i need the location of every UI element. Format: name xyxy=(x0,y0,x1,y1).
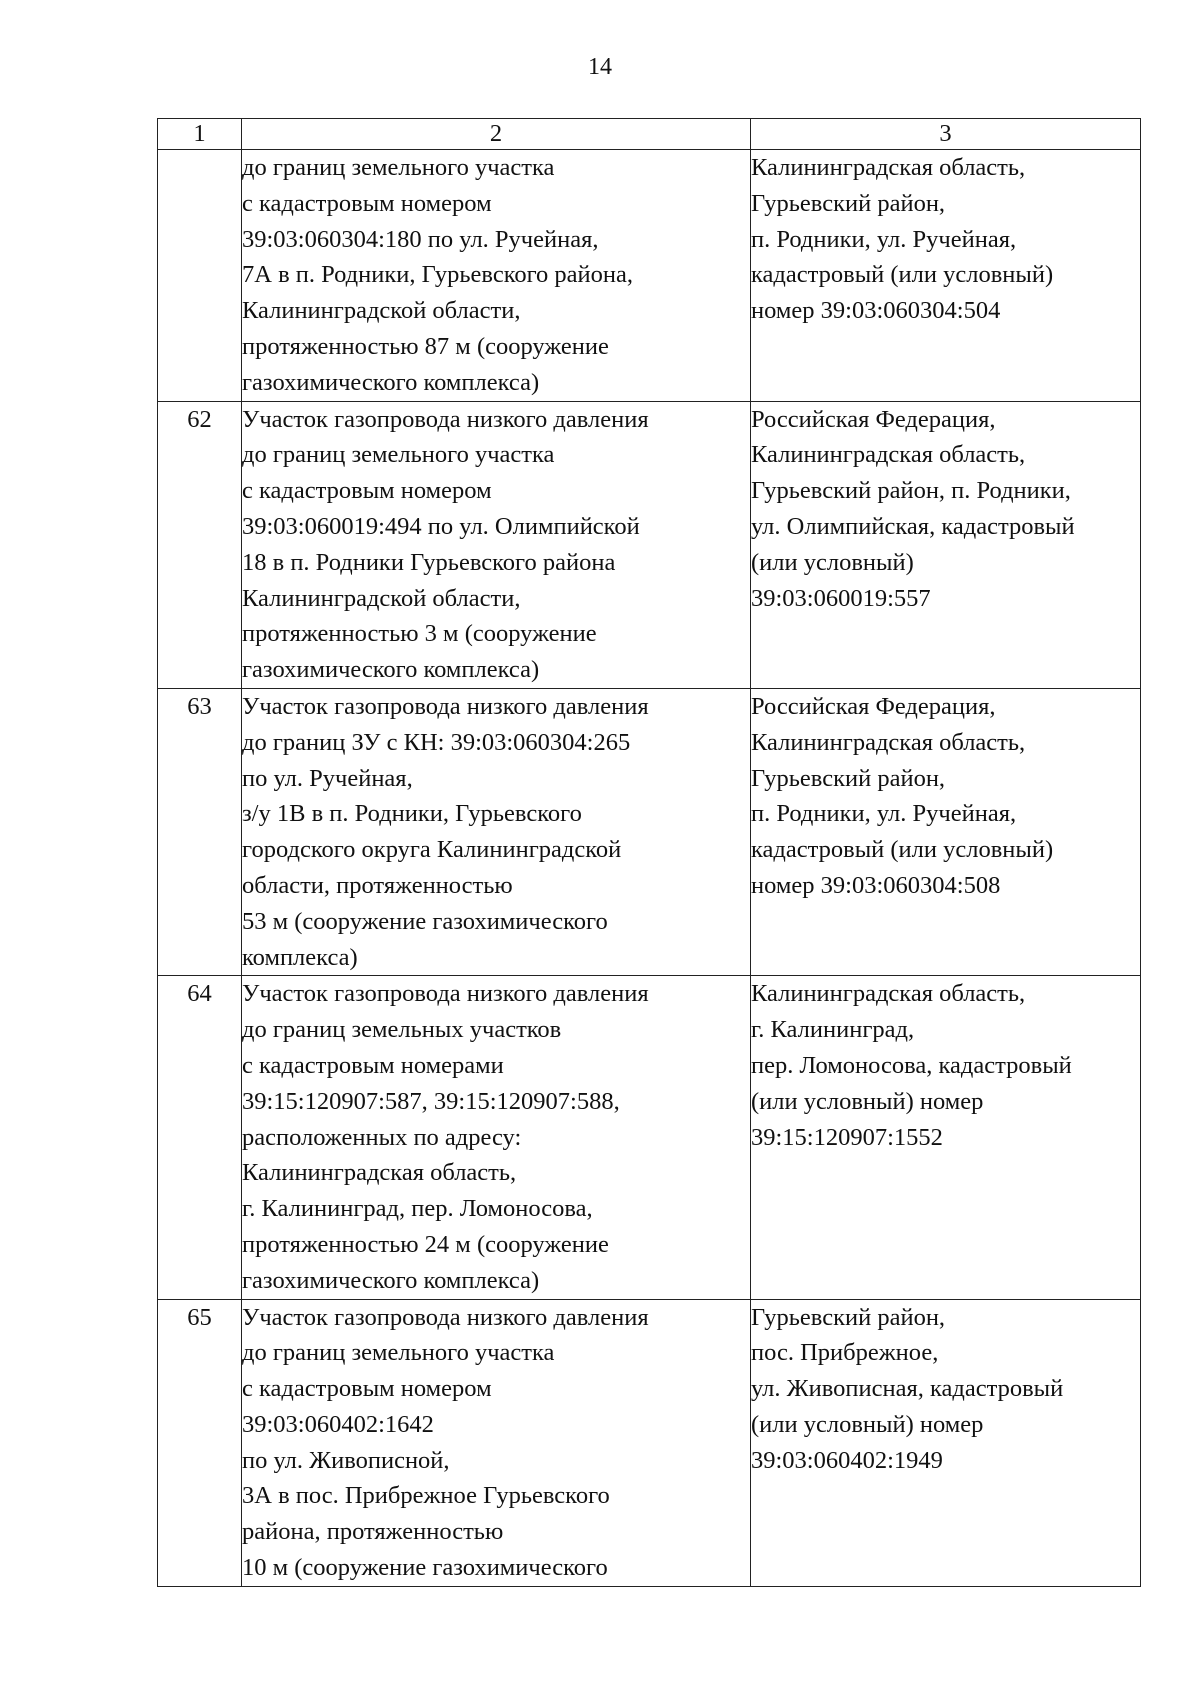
row-location xyxy=(751,1299,1141,1586)
row-number xyxy=(158,150,242,402)
location-line: Гурьевский район, xyxy=(751,764,946,792)
location-line: ул. Олимпийская, кадастровый xyxy=(751,512,1075,540)
location-line: г. Калининград, xyxy=(751,1016,915,1044)
document-table xyxy=(157,118,1141,1587)
description-line: расположенных по адресу: xyxy=(242,1123,522,1151)
location-line: 39:15:120907:1552 xyxy=(751,1123,943,1151)
location-line: 39:03:060402:1949 xyxy=(751,1446,943,1474)
description-line: 10 м (сооружение газохимического xyxy=(242,1554,608,1582)
description-line: Участок газопровода низкого давления xyxy=(242,1303,649,1331)
row-description xyxy=(242,150,751,402)
description-line: до границ ЗУ с КН: 39:03:060304:265 xyxy=(242,728,631,756)
table-row xyxy=(158,401,1141,688)
row-number: 62 xyxy=(158,401,242,688)
location-line: Калининградская область, xyxy=(751,441,1026,469)
table-row xyxy=(158,976,1141,1299)
location-line: номер 39:03:060304:508 xyxy=(751,871,1001,899)
description-line: з/у 1В в п. Родники, Гурьевского xyxy=(242,800,582,828)
location-line: Гурьевский район, xyxy=(751,189,946,217)
column-header-3: 3 xyxy=(751,119,1141,150)
location-line: п. Родники, ул. Ручейная, xyxy=(751,225,1017,253)
description-line: протяженностью 3 м (сооружение xyxy=(242,620,597,648)
location-line: пер. Ломоносова, кадастровый xyxy=(751,1051,1072,1079)
description-line: 18 в п. Родники Гурьевского района xyxy=(242,548,616,576)
row-location xyxy=(751,688,1141,975)
description-line: 39:03:060019:494 по ул. Олимпийской xyxy=(242,512,640,540)
location-line: Российская Федерация, xyxy=(751,692,996,720)
row-description xyxy=(242,401,751,688)
description-line: 53 м (сооружение газохимического xyxy=(242,907,608,935)
location-line: номер 39:03:060304:504 xyxy=(751,297,1001,325)
description-line: по ул. Живописной, xyxy=(242,1446,450,1474)
location-line: Российская Федерация, xyxy=(751,405,996,433)
location-line: (или условный) номер xyxy=(751,1410,984,1438)
table-row xyxy=(158,1299,1141,1586)
description-line: 39:03:060402:1642 xyxy=(242,1410,434,1438)
row-number: 65 xyxy=(158,1299,242,1586)
table-row xyxy=(158,150,1141,402)
description-line: протяженностью 24 м (сооружение xyxy=(242,1230,609,1258)
description-line: по ул. Ручейная, xyxy=(242,764,413,792)
description-line: газохимического комплекса) xyxy=(242,656,540,684)
description-line: 7А в п. Родники, Гурьевского района, xyxy=(242,261,634,289)
row-location xyxy=(751,150,1141,402)
row-location xyxy=(751,976,1141,1299)
description-line: г. Калининград, пер. Ломоносова, xyxy=(242,1195,593,1223)
location-line: ул. Живописная, кадастровый xyxy=(751,1375,1064,1403)
description-line: 39:03:060304:180 по ул. Ручейная, xyxy=(242,225,599,253)
description-line: Калининградской области, xyxy=(242,297,521,325)
description-line: с кадастровым номером xyxy=(242,477,492,505)
description-line: до границ земельного участка xyxy=(242,441,555,469)
row-number: 63 xyxy=(158,688,242,975)
table-header-row xyxy=(158,119,1141,150)
row-description xyxy=(242,976,751,1299)
page-number: 14 xyxy=(588,54,612,80)
column-header-1: 1 xyxy=(158,119,242,150)
description-line: с кадастровым номером xyxy=(242,1375,492,1403)
location-line: Калининградская область, xyxy=(751,154,1026,181)
description-line: района, протяженностью xyxy=(242,1518,504,1546)
location-line: пос. Прибрежное, xyxy=(751,1339,939,1367)
description-line: Калининградской области, xyxy=(242,584,521,612)
location-line: Гурьевский район, xyxy=(751,1303,946,1331)
description-line: с кадастровым номером xyxy=(242,189,492,217)
description-line: 3А в пос. Прибрежное Гурьевского xyxy=(242,1482,610,1510)
location-line: Калининградская область, xyxy=(751,980,1026,1008)
location-line: Гурьевский район, п. Родники, xyxy=(751,477,1071,505)
location-line: п. Родники, ул. Ручейная, xyxy=(751,800,1017,828)
description-line: городского округа Калининградской xyxy=(242,836,622,864)
description-line: Калининградская область, xyxy=(242,1159,517,1187)
description-line: до границ земельных участков xyxy=(242,1016,562,1044)
description-line: до границ земельного участка xyxy=(242,154,555,181)
location-line: 39:03:060019:557 xyxy=(751,584,931,612)
location-line: (или условный) номер xyxy=(751,1087,984,1115)
row-description xyxy=(242,688,751,975)
description-line: комплекса) xyxy=(242,943,358,971)
row-number: 64 xyxy=(158,976,242,1299)
description-line: газохимического комплекса) xyxy=(242,368,540,396)
description-line: 39:15:120907:587, 39:15:120907:588, xyxy=(242,1087,620,1115)
description-line: Участок газопровода низкого давления xyxy=(242,692,649,720)
location-line: кадастровый (или условный) xyxy=(751,836,1054,864)
description-line: с кадастровым номерами xyxy=(242,1051,504,1079)
location-line: (или условный) xyxy=(751,548,914,576)
row-location xyxy=(751,401,1141,688)
description-line: газохимического комплекса) xyxy=(242,1266,540,1294)
description-line: протяженностью 87 м (сооружение xyxy=(242,332,609,360)
column-header-2: 2 xyxy=(242,119,751,150)
description-line: области, протяженностью xyxy=(242,871,513,899)
row-description xyxy=(242,1299,751,1586)
table-row xyxy=(158,688,1141,975)
location-line: Калининградская область, xyxy=(751,728,1026,756)
description-line: Участок газопровода низкого давления xyxy=(242,980,649,1008)
location-line: кадастровый (или условный) xyxy=(751,261,1054,289)
description-line: до границ земельного участка xyxy=(242,1339,555,1367)
description-line: Участок газопровода низкого давления xyxy=(242,405,649,433)
